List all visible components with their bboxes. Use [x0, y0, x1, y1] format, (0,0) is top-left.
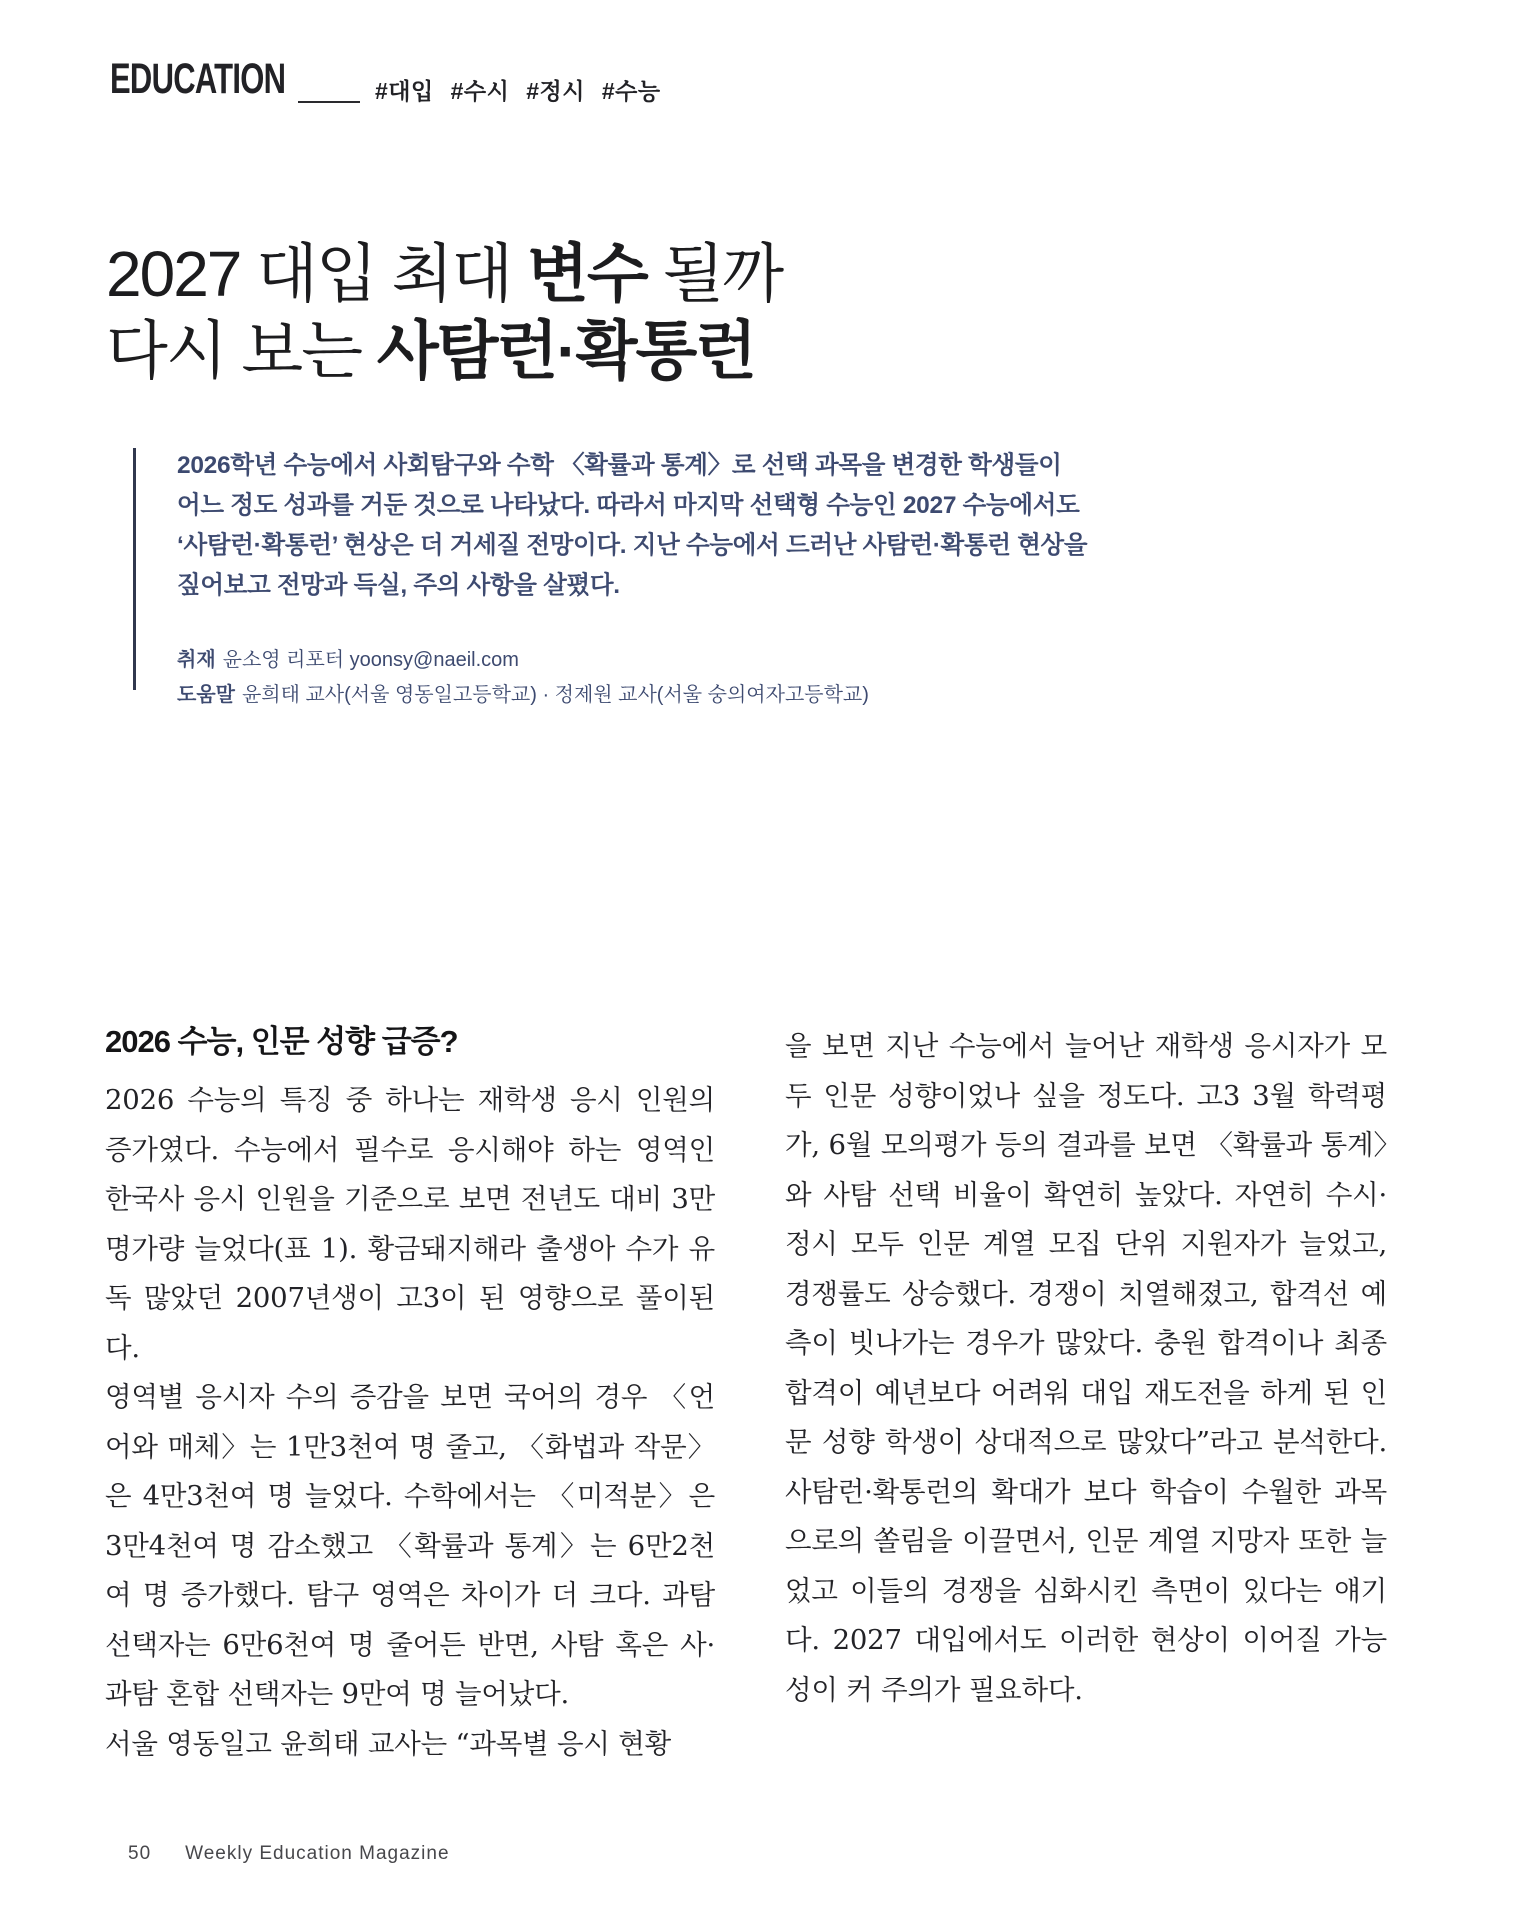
byline [177, 643, 869, 713]
masthead [110, 56, 810, 112]
lead-line: 짚어보고 전망과 득실, 주의 사항을 살폈다. [177, 572, 620, 599]
article-title [106, 236, 782, 390]
lead-line: 어느 정도 성과를 거둔 것으로 나타났다. 따라서 마지막 선택형 수능인 2027 수능에서도 [177, 492, 1080, 519]
credit-text: 윤소영 리포터 yoonsy@naeil.com [222, 649, 519, 671]
page-number: 50 [128, 1843, 152, 1864]
byline-help-line [177, 678, 869, 713]
title-line2-bold: 사탐런·확통런 [376, 314, 756, 387]
page-footer [128, 1843, 450, 1865]
body-paragraph: 영역별 응시자 수의 증감을 보면 국어의 경우 〈언어와 매체〉는 1만3천여 명 줄고, 〈화법과 작문〉은 4만3천여 명 늘었다. 수학에서는 〈미적분〉은 3만4천여 명 감소했고 〈확률과 통계〉는 6만2천여 명 증가했다. 탐구 영역은 차이가 더 크다. 과탐 선택자는 6만6천여 명 줄어든 반면, 사탐 혹은 사·과탐 혼합 선택자는 9만여 명 늘어났다. [105, 1381, 715, 1710]
title-line1-pre: 2027 대입 최대 [106, 237, 528, 310]
help-text: 윤희태 교사(서울 영동일고등학교) · 정제원 교사(서울 숭의여자고등학교) [241, 684, 869, 706]
title-line2-pre: 다시 보는 [106, 314, 377, 387]
byline-credit-line [177, 643, 869, 678]
title-line1-post: 될까 [646, 237, 783, 310]
body-paragraph: 서울 영동일고 윤희태 교사는 “과목별 응시 현황 [105, 1727, 672, 1760]
section-hashtags: #대입 #수시 #정시 #수능 [375, 78, 661, 104]
body-column-left [105, 1022, 715, 1769]
lead-accent-bar [133, 448, 136, 690]
section-label: EDUCATION [110, 55, 286, 103]
lead-paragraph [177, 446, 1087, 606]
title-line1-bold: 변수 [527, 237, 647, 310]
help-label: 도움말 [177, 684, 235, 706]
lead-line: ‘사탐런·확통런’ 현상은 더 거세질 전망이다. 지난 수능에서 드러난 사탐런·확통런 현상을 [177, 532, 1088, 559]
magazine-title: Weekly Education Magazine [185, 1843, 450, 1864]
credit-label: 취재 [177, 649, 216, 671]
article-title-line-2 [106, 313, 782, 390]
body-column-right [785, 1022, 1387, 1715]
body-paragraph: 2026 수능의 특징 중 하나는 재학생 응시 인원의 증가였다. 수능에서 필수로 응시해야 하는 영역인 한국사 응시 인원을 기준으로 보면 전년도 대비 3만 명가량 늘었다(표 1). 황금돼지해라 출생아 수가 유독 많았던 2007년생이 고3이 된 영향으로 풀이된다. [105, 1084, 715, 1364]
lead-line: 2026학년 수능에서 사회탐구와 수학 〈확률과 통계〉로 선택 과목을 변경한 학생들이 [177, 452, 1062, 479]
subsection-heading: 2026 수능, 인문 성향 급증? [105, 1024, 458, 1059]
body-paragraph: 을 보면 지난 수능에서 늘어난 재학생 응시자가 모두 인문 성향이었나 싶을 정도다. 고3 3월 학력평가, 6월 모의평가 등의 결과를 보면 〈확률과 통계〉와 사탐 선택 비율이 확연히 높았다. 자연히 수시·정시 모두 인문 계열 모집 단위 지원자가 늘었고, 경쟁률도 상승했다. 경쟁이 치열해졌고, 합격선 예측이 빗나가는 경우가 많았다. 충원 합격이나 최종 합격이 예년보다 어려워 대입 재도전을 하게 된 인문 성향 학생이 상대적으로 많았다”라고 분석한다. 사탐런·확통런의 확대가 보다 학습이 수월한 과목으로의 쏠림을 이끌면서, 인문 계열 지망자 또한 늘었고 이들의 경쟁을 심화시킨 측면이 있다는 얘기다. 2027 대입에서도 이러한 현상이 이어질 가능성이 커 주의가 필요하다. [785, 1030, 1387, 1706]
masthead-rule-divider [298, 101, 360, 103]
article-title-line-1 [106, 236, 782, 313]
